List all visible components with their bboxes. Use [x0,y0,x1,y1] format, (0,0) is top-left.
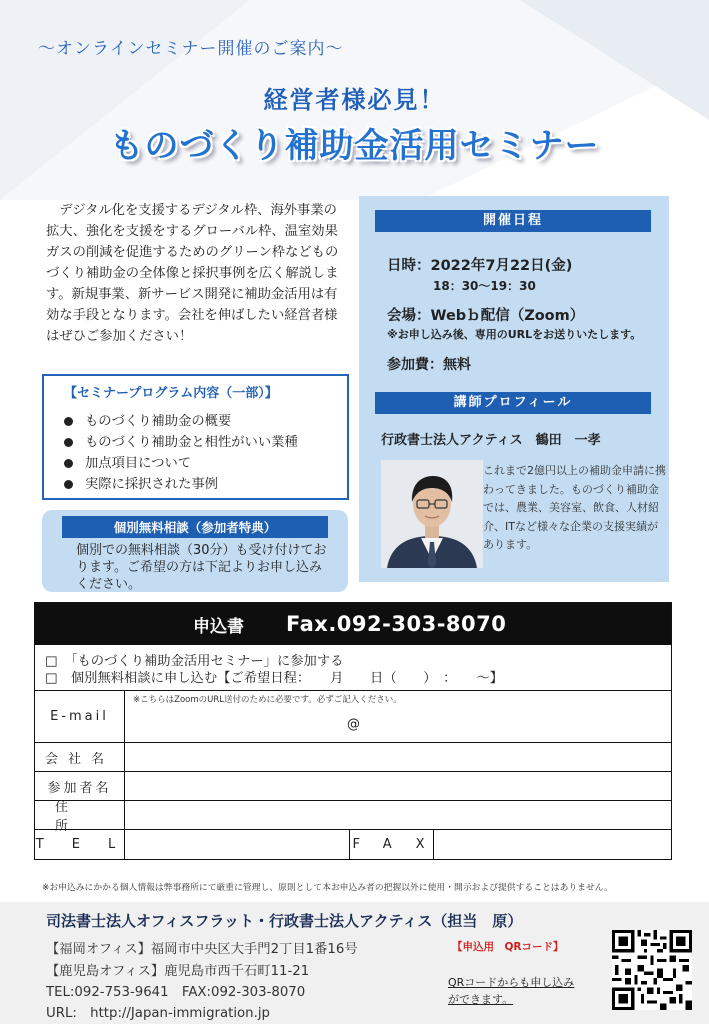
consult-checkbox[interactable]: □ 個別無料相談に申し込む【ご希望日程： 月 日（ ） ： ～】 [45,671,504,686]
fax-field[interactable] [434,830,671,859]
schedule-heading: 開催日程 [375,210,651,232]
list-item: ものづくり補助金の概要 [58,411,333,432]
lecturer-name: 行政書士法人アクティス 鶴田 一孝 [381,433,601,448]
event-time: 18：30～19：30 [433,279,536,293]
lecturer-heading: 講師プロフィール [375,392,651,414]
consult-heading: 個別無料相談（参加者特典） [62,516,328,538]
program-heading: 【セミナープログラム内容（一部）】 [64,386,278,401]
consult-box [42,510,348,592]
program-list [58,411,333,495]
contact-tel-fax: TEL:092-753-9641 FAX:092-303-8070 [46,985,306,1000]
fukuoka-office: 【福岡オフィス】福岡市中央区大手門2丁目1番16号 [46,942,358,957]
kagoshima-office: 【鹿児島オフィス】鹿児島市西千石町11-21 [46,964,310,979]
form-row-email [35,691,671,743]
qr-label: 【申込用 QRコード】 [452,941,564,953]
form-checkboxes [35,645,671,691]
form-title: 申込書 [193,616,244,637]
tel-label: TEL [35,830,125,859]
organization-name: 司法書士法人オフィスフラット・行政書士法人アクティス（担当 原） [46,912,523,930]
program-box [42,374,349,500]
event-info-panel [359,196,669,582]
address-label: 住所 [35,801,125,829]
list-item: ものづくり補助金と相性がいい業種 [58,432,333,453]
headline: 経営者様必見！ [263,86,446,114]
footer [0,902,709,1024]
company-label: 会社名 [35,743,125,771]
email-at-sign: @ [347,717,360,732]
company-field[interactable] [125,743,671,771]
fax-label: FAX [350,830,434,859]
event-fee: 参加費：無料 [387,357,471,373]
form-row-address [35,800,671,834]
bullet-icon [64,480,73,489]
participant-label: 参加者名 [35,772,125,800]
bullet-icon [64,417,73,426]
seminar-checkbox[interactable]: □ 「ものづくり補助金活用セミナー」に参加する [45,654,344,669]
venue-note: ※お申し込み後、専用のURLをお送りいたします。 [387,328,642,341]
intro-text: デジタル化を支援するデジタル枠、海外事業の拡大、強化を支援をするグローバル枠、温室効果ガスの削減を促進するためのグリーン枠などものづくり補助金の全体像と採択事例を広く解説します。新規事業、新サービス開発に補助金活用は有効な手段となります。会社を伸ばしたい経営者様はぜひご参加ください！ [46,203,339,344]
list-item: 加点項目について [58,453,333,474]
pretitle: ～オンラインセミナー開催のご案内～ [38,39,344,59]
tel-field[interactable] [125,830,350,859]
event-date: 日時：2022年7月22日(金) [387,258,573,274]
bullet-icon [64,459,73,468]
list-item: 実際に採択された事例 [58,474,333,495]
bullet-icon [64,438,73,447]
email-note: ※こちらはZoomのURL送付のために必要です。必ずご記入ください。 [133,695,402,705]
form-row-participant [35,772,671,801]
form-row-company [35,743,671,772]
application-form [34,602,672,860]
website-url[interactable]: URL: http://Japan-immigration.jp [46,1006,270,1021]
lecturer-bio: これまで2億円以上の補助金申請に携わってきました。ものづくり補助金では、農業、美容室、飲食、人材紹介、ITなど様々な企業の支援実績があります。 [483,464,666,551]
email-label: E-mail [35,691,125,742]
lecturer-photo [381,460,483,568]
form-row-tel-fax [35,830,671,859]
qr-instruction: QRコードからも申し込み ができます。 [448,976,575,1006]
fax-number: Fax.092-303-8070 [286,612,507,636]
form-header [35,603,671,645]
event-venue: 会場：Webｂ配信（Zoom） [387,308,585,324]
email-field[interactable] [125,691,671,742]
qr-code-icon[interactable] [612,930,692,1010]
privacy-note: ※お申込みにかかる個人情報は弊事務所にて厳重に管理し、原則として本お申込み者の把握以外に使用・開示および提供することはありません。 [42,883,613,893]
address-field[interactable] [125,801,671,829]
participant-field[interactable] [125,772,671,800]
consult-text: 個別での無料相談（30分）も受け付けております。ご希望の方は下記よりお申し込みください。 [76,543,327,592]
page-title: ものづくり補助金活用セミナー [109,126,600,166]
